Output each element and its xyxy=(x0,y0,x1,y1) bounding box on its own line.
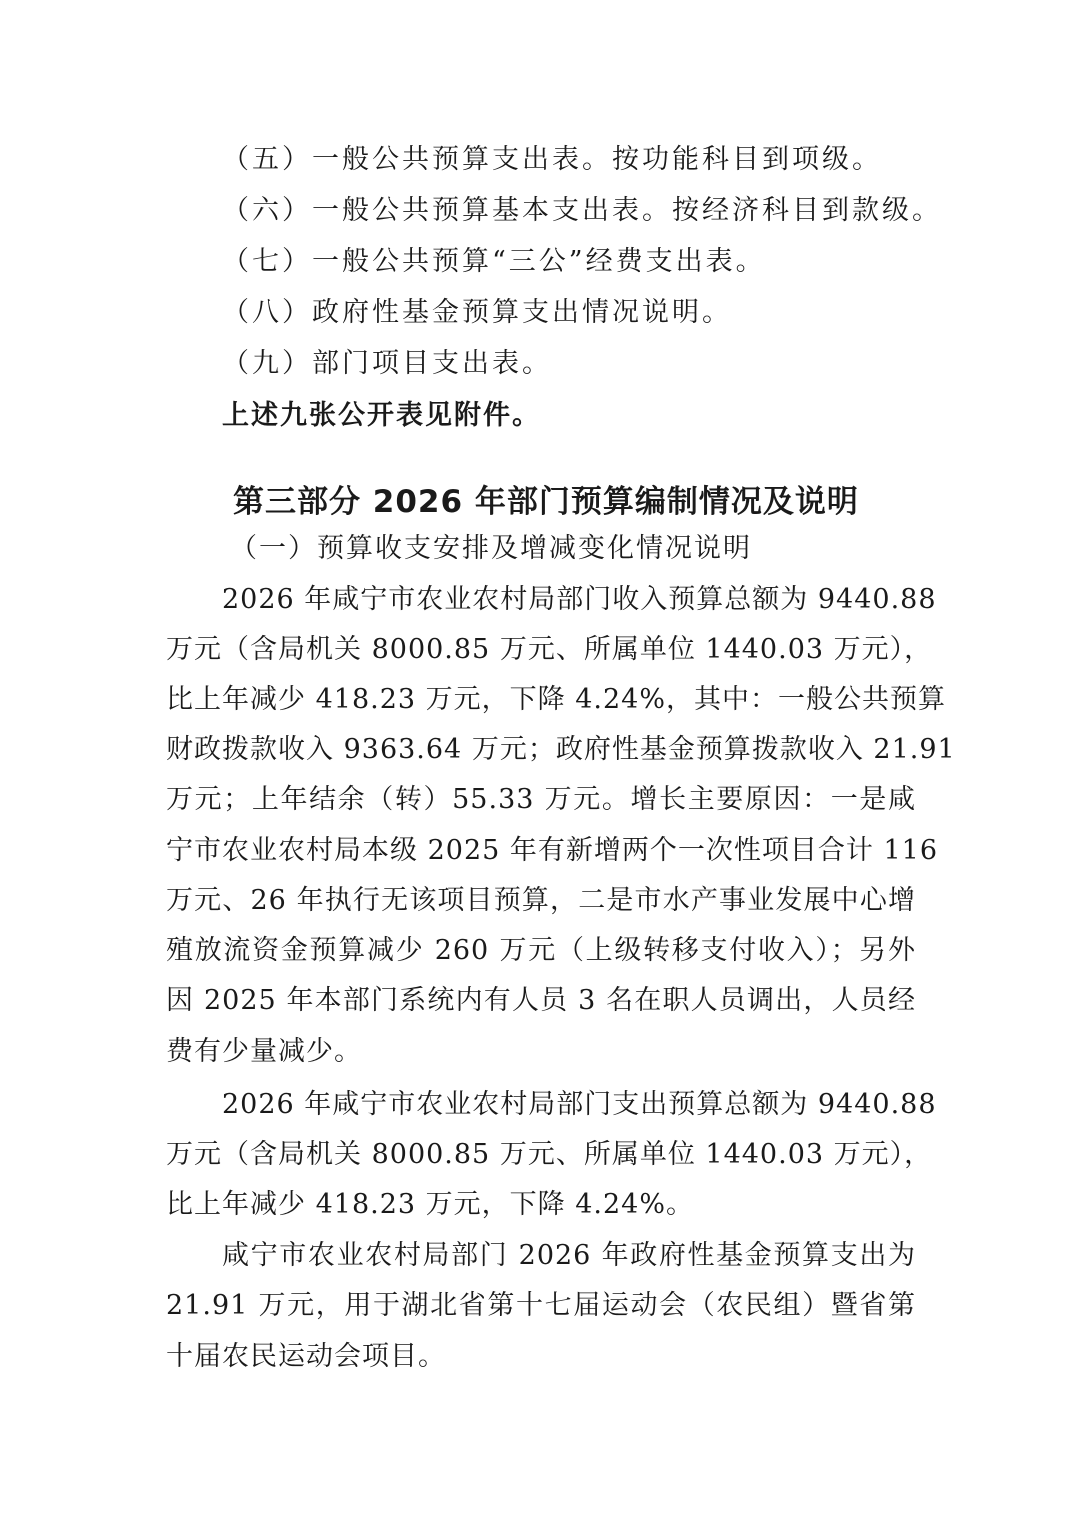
paragraph2-line: 万元（含局机关 8000.85 万元、所属单位 1440.03 万元）， xyxy=(166,1139,933,1170)
subsection-title: （一）预算收支安排及增减变化情况说明 xyxy=(230,533,752,564)
paragraph1-line: 因 2025 年本部门系统内有人员 3 名在职人员调出，人员经 xyxy=(166,985,916,1016)
summary-line: 上述九张公开表见附件。 xyxy=(222,400,541,431)
paragraph2-line: 比上年减少 418.23 万元，下降 4.24%。 xyxy=(166,1189,694,1220)
paragraph1-line: 比上年减少 418.23 万元，下降 4.24%，其中：一般公共预算 xyxy=(166,684,946,715)
paragraph1-line: 万元、26 年执行无该项目预算，二是市水产事业发展中心增 xyxy=(166,885,916,916)
section-title: 第三部分 2026 年部门预算编制情况及说明 xyxy=(233,484,859,520)
paragraph1-line: 殖放流资金预算减少 260 万元（上级转移支付收入）；另外 xyxy=(166,935,916,966)
paragraph3-line: 咸宁市农业农村局部门 2026 年政府性基金预算支出为 xyxy=(222,1240,916,1271)
list-item-9: （九）部门项目支出表。 xyxy=(222,348,552,379)
list-item-6: （六）一般公共预算基本支出表。按经济科目到款级。 xyxy=(222,195,942,226)
paragraph1-line: 万元；上年结余（转）55.33 万元。增长主要原因：一是咸 xyxy=(166,784,916,815)
paragraph1-line: 万元（含局机关 8000.85 万元、所属单位 1440.03 万元）， xyxy=(166,634,933,665)
paragraph3-line: 21.91 万元，用于湖北省第十七届运动会（农民组）暨省第 xyxy=(166,1290,916,1321)
paragraph2-line: 2026 年咸宁市农业农村局部门支出预算总额为 9440.88 xyxy=(222,1089,937,1120)
paragraph3-line: 十届农民运动会项目。 xyxy=(166,1341,446,1372)
list-item-5: （五）一般公共预算支出表。按功能科目到项级。 xyxy=(222,144,882,175)
paragraph1-line: 费有少量减少。 xyxy=(166,1036,362,1067)
paragraph1-line: 宁市农业农村局本级 2025 年有新增两个一次性项目合计 116 xyxy=(166,835,938,866)
paragraph1-line: 财政拨款收入 9363.64 万元；政府性基金预算拨款收入 21.91 xyxy=(166,734,956,765)
paragraph1-line: 2026 年咸宁市农业农村局部门收入预算总额为 9440.88 xyxy=(222,584,937,615)
list-item-8: （八）政府性基金预算支出情况说明。 xyxy=(222,297,732,328)
list-item-7: （七）一般公共预算“三公”经费支出表。 xyxy=(222,246,766,277)
